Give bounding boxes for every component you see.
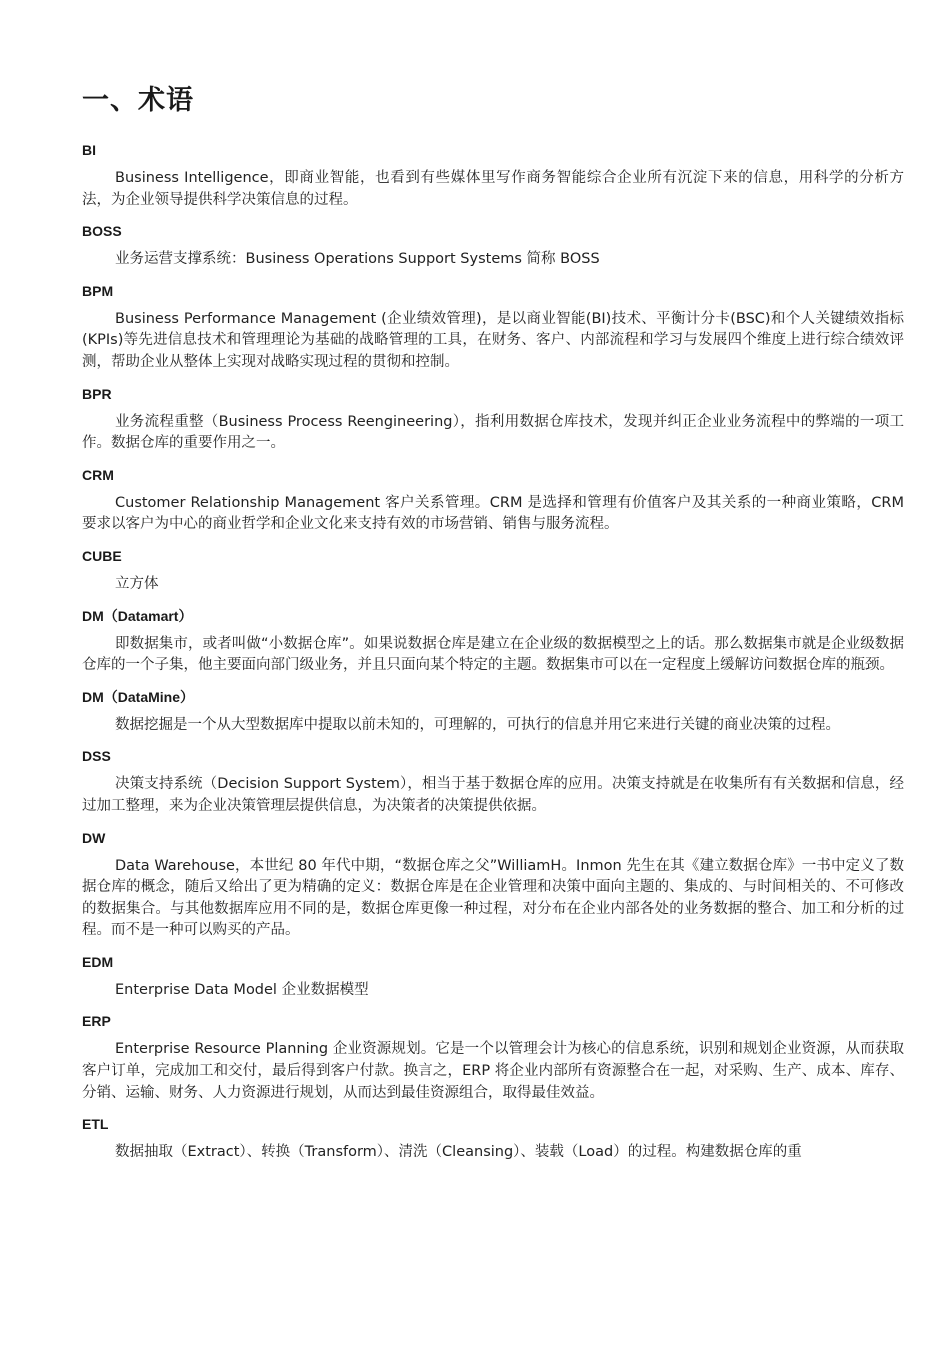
term-definition: 数据抽取（Extract）、转换（Transform）、清洗（Cleansing）、装载（Load）的过程。构建数据仓库的重 (115, 1144, 802, 1161)
term-dm-datamart (82, 606, 904, 677)
term-crm (82, 465, 904, 536)
document-page (82, 84, 904, 1174)
term-definition: Business Performance Management (企业绩效管理)，是以商业智能(BI)技术、平衡计分卡(BSC)和个人关键绩效指标(KPIs)等先进信息技术和管理理论为基础的战略管理的工具，在财务、客户、内部流程和学习与发展四个维度上进行综合绩效评测，帮助企业从整体上实现对战略实现过程的贯彻和控制。 (82, 310, 904, 370)
term-definition: 立方体 (115, 575, 159, 592)
term-bpr (82, 384, 904, 455)
term-name: EDM (82, 953, 114, 970)
term-definition: Customer Relationship Management 客户关系管理。CRM 是选择和管理有价值客户及其关系的一种商业策略，CRM 要求以客户为中心的商业哲学和企业文化来支持有效的市场营销、销售与服务流程。 (82, 494, 904, 533)
term-name: CUBE (82, 547, 122, 564)
term-edm (82, 952, 904, 1002)
term-name: DSS (82, 748, 111, 765)
term-definition: Enterprise Data Model 企业数据模型 (115, 981, 369, 998)
term-definition: Data Warehouse，本世纪 80 年代中期，“数据仓库之父”WilliamH。Inmon 先生在其《建立数据仓库》一书中定义了数据仓库的概念，随后又给出了更为精确的定义：数据仓库是在企业管理和决策中面向主题的、集成的、与时间相关的、不可修改的数据集合。与其他数据库应用不同的是，数据仓库更像一种过程，对分布在企业内部各处的业务数据的整合、加工和分析的过程。而不是一种可以购买的产品。 (82, 857, 904, 939)
term-definition: 即数据集市，或者叫做“小数据仓库”。如果说数据仓库是建立在企业级的数据模型之上的话。那么数据集市就是企业级数据仓库的一个子集，他主要面向部门级业务，并且只面向某个特定的主题。数据集市可以在一定程度上缓解访问数据仓库的瓶颈。 (82, 635, 904, 674)
term-erp (82, 1011, 904, 1104)
term-definition: 决策支持系统（Decision Support System），相当于基于数据仓库的应用。决策支持就是在收集所有有关数据和信息，经过加工整理，来为企业决策管理层提供信息，为决策者的决策提供依据。 (82, 776, 904, 814)
term-bi (82, 140, 904, 211)
term-name: ETL (82, 1116, 109, 1133)
term-definition: Enterprise Resource Planning 企业资源规划。它是一个以管理会计为核心的信息系统，识别和规划企业资源，从而获取客户订单，完成加工和交付，最后得到客户付款。换言之，ERP 将企业内部所有资源整合在一起，对采购、生产、成本、库存、分销、运输、财务、人力资源进行规划，从而达到最佳资源组合，取得最佳效益。 (82, 1041, 904, 1101)
term-definition: 业务流程重整（Business Process Reengineering），指利用数据仓库技术，发现并纠正企业业务流程中的弊端的一项工作。数据仓库的重要作用之一。 (82, 413, 904, 452)
term-boss (82, 221, 904, 271)
term-dw (82, 828, 904, 942)
term-definition: 数据挖掘是一个从大型数据库中提取以前未知的，可理解的，可执行的信息并用它来进行关键的商业决策的过程。 (115, 716, 840, 733)
term-name: CRM (82, 466, 114, 483)
term-name: BPR (82, 385, 112, 402)
term-definition: Business Intelligence，即商业智能，也看到有些媒体里写作商务智能综合企业所有沉淀下来的信息，用科学的分析方法，为企业领导提供科学决策信息的过程。 (82, 170, 904, 208)
section-title: 一、术语 (82, 85, 194, 116)
term-etl (82, 1114, 904, 1164)
term-bpm (82, 281, 904, 374)
term-dss (82, 746, 904, 817)
term-name: DM（Datamart） (82, 607, 193, 624)
term-cube (82, 546, 904, 596)
term-name: DM（DataMine） (82, 688, 195, 705)
term-name: DW (82, 829, 106, 846)
term-name: BPM (82, 282, 114, 299)
term-name: BI (82, 142, 96, 158)
term-definition: 业务运营支撑系统：Business Operations Support Systems 简称 BOSS (115, 251, 600, 268)
term-dm-datamine (82, 687, 904, 737)
term-name: ERP (82, 1013, 111, 1030)
term-name: BOSS (82, 223, 122, 240)
